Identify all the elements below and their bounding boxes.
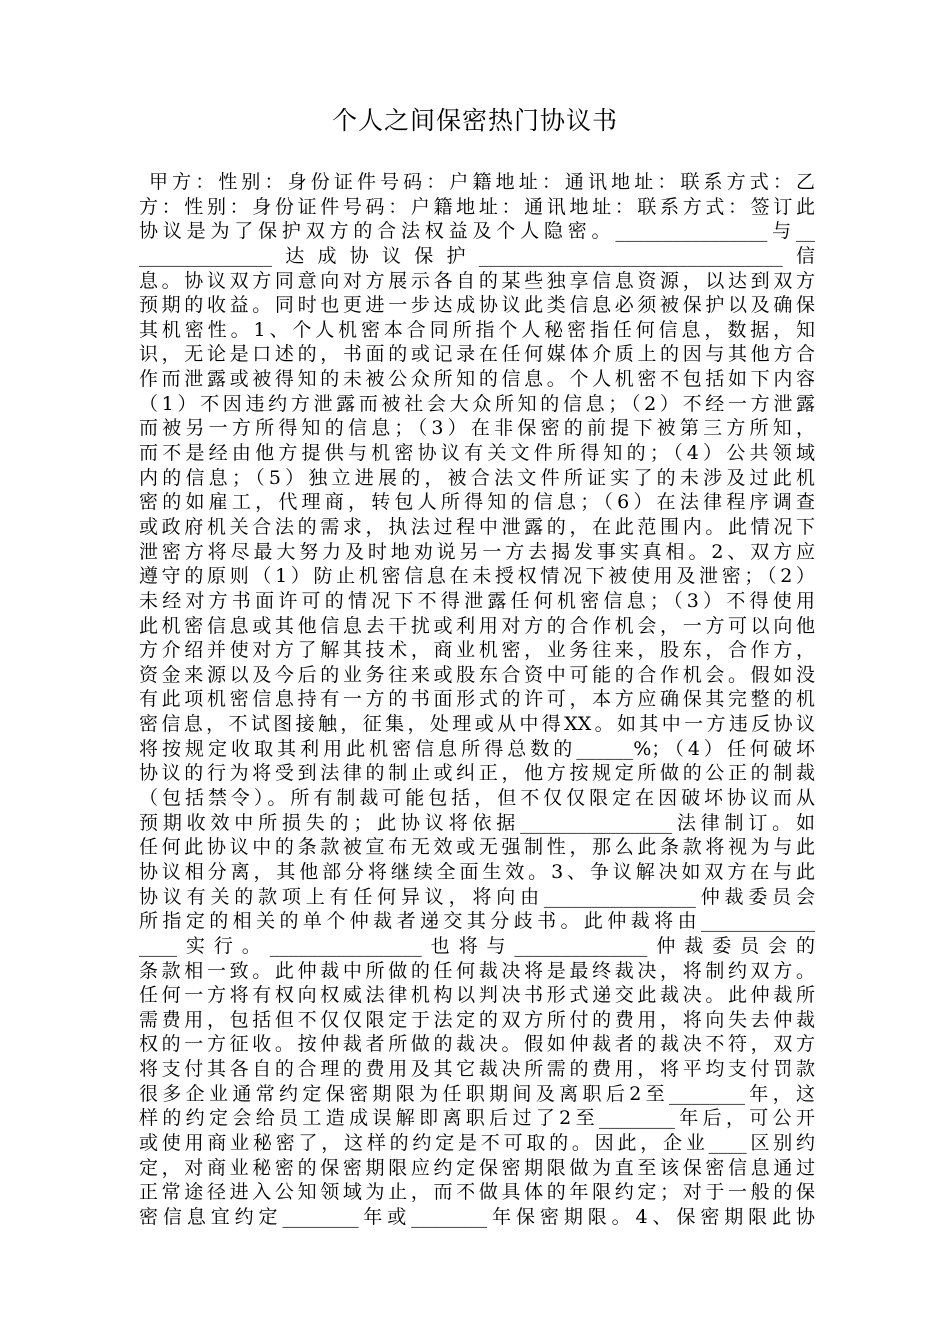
body-line: 需费用，包括但不仅仅限定于法定的双方所付的费用，将向失去仲裁 — [139, 1008, 815, 1031]
body-line: 方介绍并使对方了解其技术，商业机密，业务往来，股东，合作方， — [139, 639, 815, 662]
body-line: 密的如雇工，代理商，转包人所得知的信息；（6）在法律程序调查 — [139, 491, 815, 514]
body-line: 而被另一方所得知的信息；（3）在非保密的前提下被第三方所知， — [139, 417, 815, 440]
body-line: 所指定的相关的单个仲裁者递交其分歧书。此仲裁将由____________ — [139, 910, 815, 933]
body-line: 方：性别：身份证件号码：户籍地址：通讯地址：联系方式：签订此 — [139, 195, 815, 218]
body-line: 正常途径进入公知领域为止，而不做具体的年限约定；对于一般的保 — [139, 1181, 815, 1204]
body-line: 识，无论是口述的，书面的或记录在任何媒体介质上的因与其他方合 — [139, 343, 815, 366]
body-line: 定，对商业秘密的保密期限应约定保密期限做为直至该保密信息通过 — [139, 1156, 815, 1179]
body-line: ____实行。________________也将与______________仲裁委员会的 — [139, 934, 815, 957]
body-line: 作而泄露或被得知的未被公众所知的信息。个人机密不包括如下内容 — [139, 368, 815, 391]
body-line: 而不是经由他方提供与机密协议有关文件所得知的；（4）公共领域 — [139, 442, 815, 465]
body-line: 泄密方将尽最大努力及时地劝说另一方去揭发事实真相。2、双方应 — [139, 540, 815, 563]
body-line: 甲方：性别：身份证件号码：户籍地址：通讯地址：联系方式：乙 — [149, 171, 815, 193]
body-line: 很多企业通常约定保密期限为任职期间及离职后2至________年，这 — [139, 1082, 815, 1105]
body-line: 协议相分离，其他部分将继续全面生效。3、争议解决如双方在与此 — [139, 860, 815, 883]
body-line: 未经对方书面许可的情况下不得泄露任何机密信息；（3）不得使用 — [139, 589, 815, 612]
body-line: 此机密信息或其他信息去干扰或利用对方的合作机会，一方可以向他 — [139, 614, 815, 637]
body-line: 将支付其各自的合理的费用及其它裁决所需的费用，将平均支付罚款 — [139, 1058, 815, 1081]
body-line: ______________达成协议保护________________________________信 — [139, 244, 815, 267]
body-line: 密信息宜约定________年或________年保密期限。4、保密期限此协 — [139, 1205, 815, 1228]
body-line: 预期收效中所损失的；此协议将依据________________法律制订。如 — [139, 811, 815, 834]
body-line: 或政府机关合法的需求，执法过程中泄露的，在此范围内。此情况下 — [139, 515, 815, 538]
document-body — [139, 170, 815, 1230]
body-line: （1）不因违约方泄露而被社会大众所知的信息；（2）不经一方泄露 — [139, 392, 815, 415]
body-line: 协议的行为将受到法律的制止或纠正，他方按规定所做的公正的制裁 — [139, 762, 815, 785]
body-line: 遵守的原则（1）防止机密信息在未授权情况下被使用及泄密；（2） — [139, 565, 815, 588]
body-line: 或使用商业秘密了，这样的约定是不可取的。因此，企业____区别约 — [139, 1131, 815, 1154]
body-line: 有此项机密信息持有一方的书面形式的许可，本方应确保其完整的机 — [139, 688, 815, 711]
body-line: 预期的收益。同时也更进一步达成协议此类信息必须被保护以及确保 — [139, 294, 815, 317]
body-line: 将按规定收取其利用此机密信息所得总数的______%；（4）任何破坏 — [139, 737, 815, 760]
body-line: 密信息，不试图接触，征集，处理或从中得XX。如其中一方违反协议 — [139, 713, 815, 736]
body-line: 其机密性。1、个人机密本合同所指个人秘密指任何信息，数据，知 — [139, 318, 815, 341]
body-line: 权的一方征收。按仲裁者所做的裁决。假如仲裁者的裁决不符，双方 — [139, 1033, 815, 1056]
body-line: （包括禁令）。所有制裁可能包括，但不仅仅限定在因破坏协议而从 — [139, 787, 815, 810]
body-line: 条款相一致。此仲裁中所做的任何裁决将是最终裁决，将制约双方。 — [139, 959, 815, 982]
body-line: 内的信息；（5）独立进展的，被合法文件所证实了的未涉及过此机 — [139, 466, 815, 489]
body-line: 样的约定会给员工造成误解即离职后过了2至________年后，可公开 — [139, 1107, 815, 1130]
body-line: 协议是为了保护双方的合法权益及个人隐密。________________与__ — [139, 220, 815, 243]
body-line: 资金来源以及今后的业务往来或股东合资中可能的合作机会。假如没 — [139, 663, 815, 686]
body-line: 协议有关的款项上有任何异议，将向由________________仲裁委员会 — [139, 885, 815, 908]
body-line: 息。协议双方同意向对方展示各自的某些独享信息资源，以达到双方 — [139, 269, 815, 292]
body-line: 任何此协议中的条款被宣布无效或无强制性，那么此条款将视为与此 — [139, 836, 815, 859]
document-title: 个人之间保密热门协议书 — [331, 106, 618, 135]
body-line: 任何一方将有权向权威法律机构以判决书形式递交此裁决。此仲裁所 — [139, 984, 815, 1007]
